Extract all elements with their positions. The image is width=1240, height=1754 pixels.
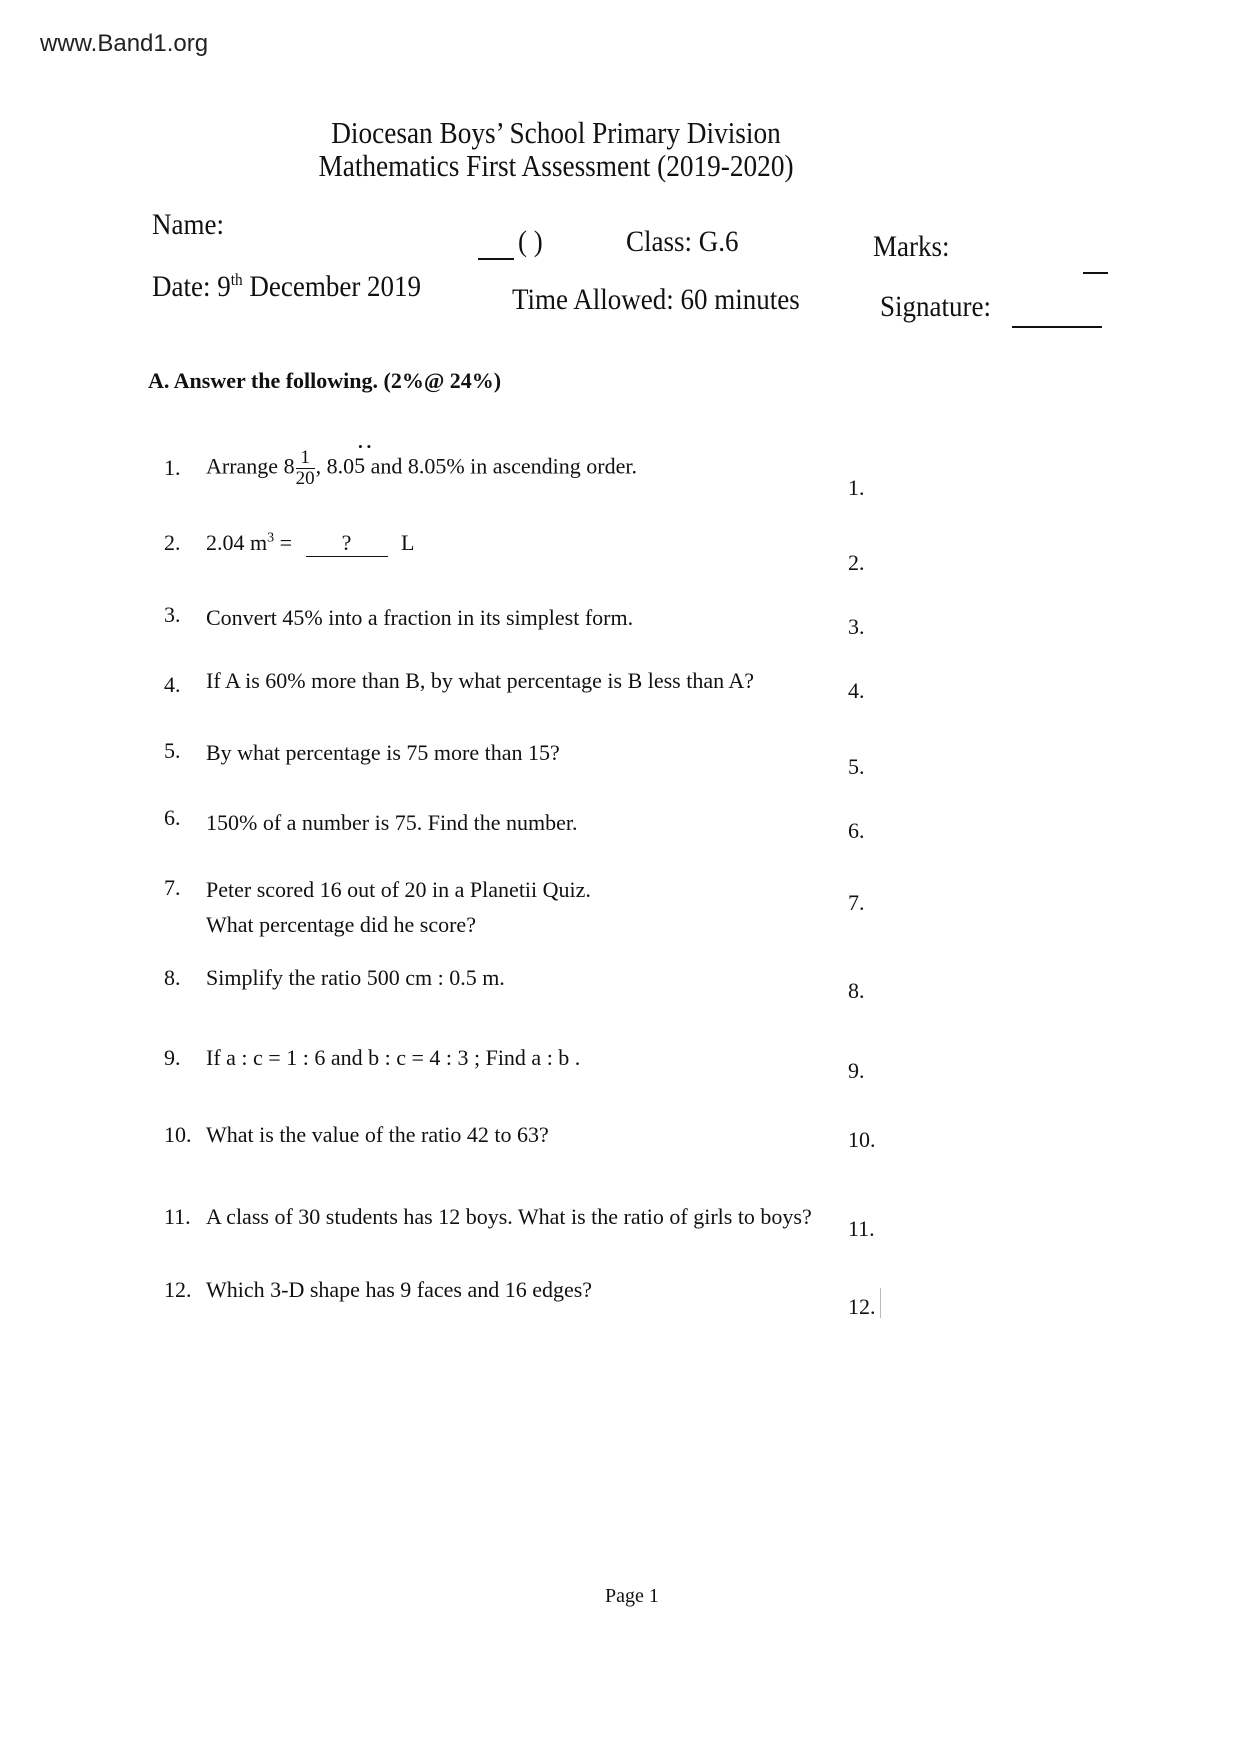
answer-number: 12. [848,1294,876,1319]
q1-pre: Arrange 8 [206,453,295,479]
date-rest: December 2019 [242,270,422,303]
answer-number: 3. [848,614,865,639]
question-number: 12. [164,1277,192,1302]
answer-number: 6. [848,818,865,843]
watermark-url: www.Band1.org [40,30,209,57]
answer-number: 8. [848,978,865,1003]
class-number-paren: ( ) [518,225,543,258]
class-label: Class: G.6 [626,225,739,258]
question-text: What is the value of the ratio 42 to 63? [206,1122,549,1147]
name-label: Name: [152,208,224,241]
school-title: Diocesan Boys’ School Primary Division [331,115,781,150]
question-text: A class of 30 students has 12 boys. What is the ratio of girls to boys? [206,1204,812,1229]
fraction-numerator: 1 [296,448,315,469]
date-text: Date: 9 [152,270,231,303]
exam-title: Mathematics First Assessment (2019-2020) [318,148,794,183]
marks-label: Marks: [873,230,950,263]
fraction-denominator: 20 [295,467,315,489]
question-number: 10. [164,1122,192,1147]
name-line [478,258,514,260]
date-label [152,270,421,304]
question-text [206,530,415,557]
question-number: 11. [164,1204,191,1229]
q2-sup: 3 [267,530,275,546]
date-sup: th [230,270,243,289]
question-number: 3. [164,602,181,627]
question-number: 7. [164,875,181,900]
answer-number: 10. [848,1127,876,1152]
answer-number: 9. [848,1058,865,1083]
q2-post: L [395,530,415,555]
time-allowed: Time Allowed: 60 minutes [512,283,800,316]
signature-label: Signature: [880,290,991,323]
question-text-line2: What percentage did he score? [206,912,476,937]
question-text [206,448,637,489]
answer-number: 7. [848,890,865,915]
signature-line [1012,326,1102,328]
page-number: Page 1 [605,1585,659,1607]
question-text: If A is 60% more than B, by what percentage is B less than A? [206,668,755,693]
q2-mid: = [274,530,298,555]
margin-mark [880,1288,881,1318]
marks-line [1083,272,1108,274]
question-text: Convert 45% into a fraction in its simplest form. [206,605,634,630]
question-number: 4. [164,672,181,697]
q1-post: and 8.05% in ascending order. [365,453,637,479]
question-text: Which 3-D shape has 9 faces and 16 edges? [206,1277,593,1302]
question-text: Simplify the ratio 500 cm : 0.5 m. [206,965,505,990]
question-text: 150% of a number is 75. Find the number. [206,810,578,835]
answer-blank: ? [306,530,388,557]
question-number: 5. [164,738,181,763]
answer-number: 4. [848,678,865,703]
section-a-title: A. Answer the following. (2%@ 24%) [148,368,502,393]
answer-number: 5. [848,754,865,779]
fraction [296,448,315,489]
question-number: 9. [164,1045,181,1070]
question-text: By what percentage is 75 more than 15? [206,740,560,765]
answer-number: 2. [848,550,865,575]
answer-number: 1. [848,475,865,500]
question-number: 6. [164,805,181,830]
question-text: If a : c = 1 : 6 and b : c = 4 : 3 ; Find a : b . [206,1045,581,1070]
answer-number: 11. [848,1216,875,1241]
q1-mid: , 8.0 [315,453,355,479]
question-number: 2. [164,530,181,555]
question-text: Peter scored 16 out of 20 in a Planetii Quiz. [206,877,591,902]
question-number: 8. [164,965,181,990]
question-number: 1. [164,455,181,480]
q2-pre: 2.04 m [206,530,268,555]
recurring-digit: •• 5 [354,453,365,479]
